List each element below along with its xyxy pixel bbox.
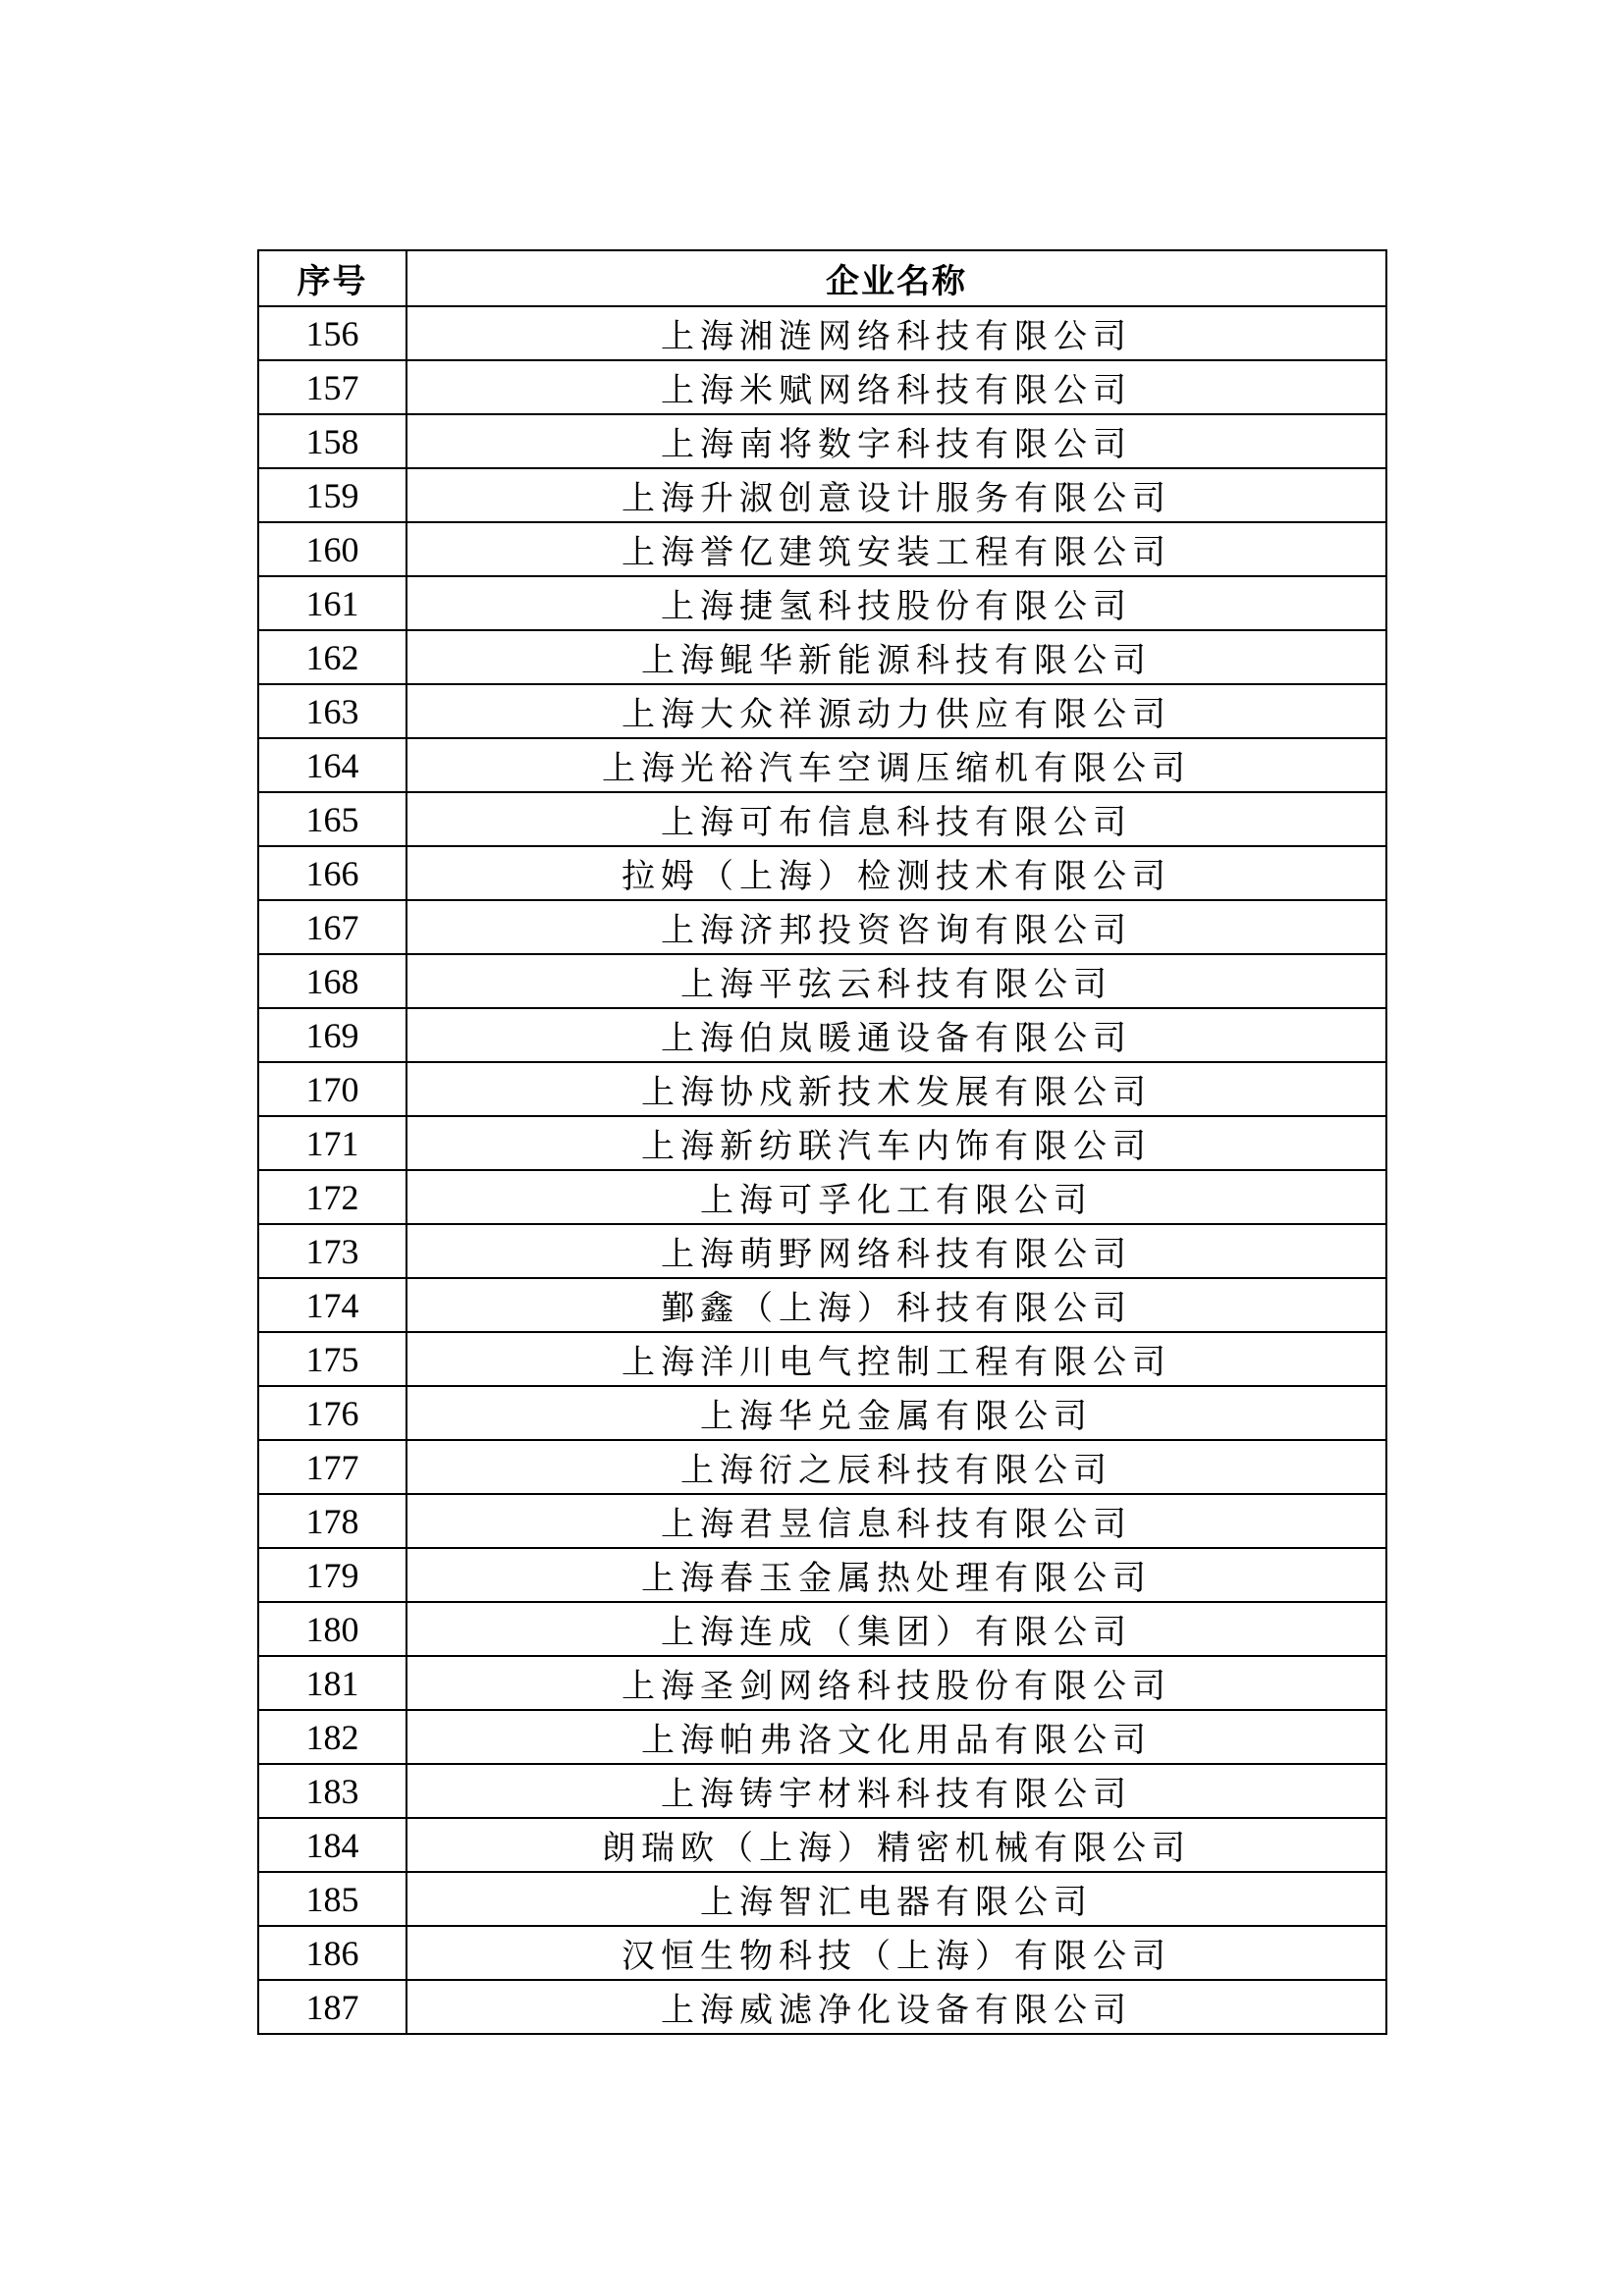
company-name-cell: 上海可布信息科技有限公司: [406, 792, 1386, 846]
row-number-cell: 158: [258, 414, 406, 468]
company-name-cell: 拉姆（上海）检测技术有限公司: [406, 846, 1386, 900]
table-row: [258, 954, 1386, 1008]
row-number-cell: 186: [258, 1926, 406, 1980]
table-row: [258, 1980, 1386, 2034]
company-name-cell: 上海帕弗洛文化用品有限公司: [406, 1710, 1386, 1764]
row-number-cell: 156: [258, 306, 406, 360]
row-number-cell: 181: [258, 1656, 406, 1710]
table-row: [258, 1224, 1386, 1278]
table-row: [258, 414, 1386, 468]
table-row: [258, 1602, 1386, 1656]
company-name-cell: 上海洋川电气控制工程有限公司: [406, 1332, 1386, 1386]
row-number-cell: 169: [258, 1008, 406, 1062]
company-name-cell: 上海圣剑网络科技股份有限公司: [406, 1656, 1386, 1710]
company-name-cell: 上海南将数字科技有限公司: [406, 414, 1386, 468]
table-row: [258, 1818, 1386, 1872]
row-number-cell: 178: [258, 1494, 406, 1548]
table-row: [258, 630, 1386, 684]
row-number-cell: 171: [258, 1116, 406, 1170]
row-number-cell: 162: [258, 630, 406, 684]
company-name-cell: 上海连成（集团）有限公司: [406, 1602, 1386, 1656]
table-body: [258, 306, 1386, 2034]
row-number-cell: 165: [258, 792, 406, 846]
table-row: [258, 1926, 1386, 1980]
company-name-cell: 上海光裕汽车空调压缩机有限公司: [406, 738, 1386, 792]
company-name-cell: 上海米赋网络科技有限公司: [406, 360, 1386, 414]
company-name-cell: 上海春玉金属热处理有限公司: [406, 1548, 1386, 1602]
company-name-cell: 上海捷氢科技股份有限公司: [406, 576, 1386, 630]
row-number-cell: 166: [258, 846, 406, 900]
company-name-cell: 上海智汇电器有限公司: [406, 1872, 1386, 1926]
company-name-cell: 上海可孚化工有限公司: [406, 1170, 1386, 1224]
company-name-cell: 上海协戍新技术发展有限公司: [406, 1062, 1386, 1116]
table-row: [258, 1710, 1386, 1764]
row-number-cell: 164: [258, 738, 406, 792]
table-row: [258, 846, 1386, 900]
column-header-company-name: 企业名称: [406, 250, 1386, 306]
table-row: [258, 1656, 1386, 1710]
table-row: [258, 522, 1386, 576]
row-number-cell: 179: [258, 1548, 406, 1602]
row-number-cell: 170: [258, 1062, 406, 1116]
table-row: [258, 900, 1386, 954]
table-row: [258, 1170, 1386, 1224]
column-header-number: 序号: [258, 250, 406, 306]
table-row: [258, 1764, 1386, 1818]
company-name-cell: 上海伯岚暖通设备有限公司: [406, 1008, 1386, 1062]
company-name-cell: 上海华兑金属有限公司: [406, 1386, 1386, 1440]
table-row: [258, 1494, 1386, 1548]
row-number-cell: 177: [258, 1440, 406, 1494]
table-row: [258, 1008, 1386, 1062]
table-row: [258, 738, 1386, 792]
company-name-cell: 上海誉亿建筑安装工程有限公司: [406, 522, 1386, 576]
row-number-cell: 174: [258, 1278, 406, 1332]
table-row: [258, 1332, 1386, 1386]
row-number-cell: 172: [258, 1170, 406, 1224]
table-row: [258, 1116, 1386, 1170]
table-row: [258, 1872, 1386, 1926]
table-row: [258, 1062, 1386, 1116]
row-number-cell: 160: [258, 522, 406, 576]
row-number-cell: 183: [258, 1764, 406, 1818]
row-number-cell: 161: [258, 576, 406, 630]
row-number-cell: 168: [258, 954, 406, 1008]
row-number-cell: 187: [258, 1980, 406, 2034]
row-number-cell: 167: [258, 900, 406, 954]
company-list-table: [257, 249, 1387, 2035]
company-name-cell: 汉恒生物科技（上海）有限公司: [406, 1926, 1386, 1980]
row-number-cell: 173: [258, 1224, 406, 1278]
row-number-cell: 159: [258, 468, 406, 522]
row-number-cell: 163: [258, 684, 406, 738]
row-number-cell: 185: [258, 1872, 406, 1926]
row-number-cell: 157: [258, 360, 406, 414]
company-name-cell: 上海君昱信息科技有限公司: [406, 1494, 1386, 1548]
table-row: [258, 1278, 1386, 1332]
row-number-cell: 182: [258, 1710, 406, 1764]
table-row: [258, 1440, 1386, 1494]
row-number-cell: 175: [258, 1332, 406, 1386]
company-name-cell: 朗瑞欧（上海）精密机械有限公司: [406, 1818, 1386, 1872]
company-name-cell: 上海升淑创意设计服务有限公司: [406, 468, 1386, 522]
row-number-cell: 176: [258, 1386, 406, 1440]
company-name-cell: 上海济邦投资咨询有限公司: [406, 900, 1386, 954]
company-name-cell: 上海鲲华新能源科技有限公司: [406, 630, 1386, 684]
company-name-cell: 上海新纺联汽车内饰有限公司: [406, 1116, 1386, 1170]
table-row: [258, 360, 1386, 414]
row-number-cell: 180: [258, 1602, 406, 1656]
table-row: [258, 792, 1386, 846]
row-number-cell: 184: [258, 1818, 406, 1872]
company-name-cell: 上海铸宇材料科技有限公司: [406, 1764, 1386, 1818]
table-row: [258, 1386, 1386, 1440]
table-row: [258, 684, 1386, 738]
company-name-cell: 上海大众祥源动力供应有限公司: [406, 684, 1386, 738]
table-header-row: [258, 250, 1386, 306]
table-row: [258, 468, 1386, 522]
table-row: [258, 306, 1386, 360]
company-name-cell: 上海威滤净化设备有限公司: [406, 1980, 1386, 2034]
table-row: [258, 576, 1386, 630]
company-name-cell: 上海湘涟网络科技有限公司: [406, 306, 1386, 360]
company-name-cell: 上海萌野网络科技有限公司: [406, 1224, 1386, 1278]
company-name-cell: 上海平弦云科技有限公司: [406, 954, 1386, 1008]
company-name-cell: 鄞鑫（上海）科技有限公司: [406, 1278, 1386, 1332]
table-row: [258, 1548, 1386, 1602]
company-name-cell: 上海衍之辰科技有限公司: [406, 1440, 1386, 1494]
